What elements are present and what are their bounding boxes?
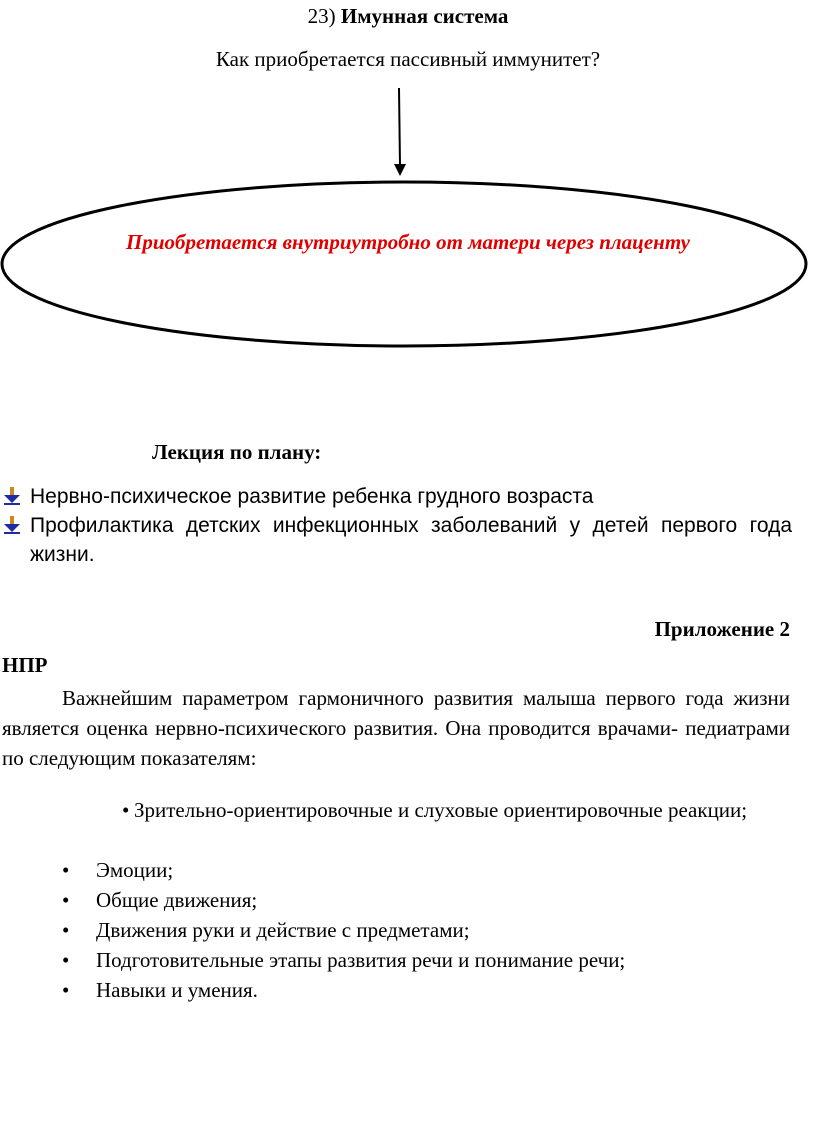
- indicator-text: Общие движения;: [96, 888, 258, 912]
- lecture-item: [2, 511, 792, 569]
- bullet-dot: •: [62, 978, 70, 1002]
- title-number: 23): [307, 4, 336, 28]
- appendix-label: Приложение 2: [654, 617, 790, 641]
- bullet-dot: •: [122, 798, 130, 822]
- lecture-heading: Лекция по плану:: [152, 440, 322, 464]
- lecture-item-text: Нервно-психическое развитие ребенка грудного возраста: [30, 485, 594, 508]
- lecture-item-text: Профилактика детских инфекционных заболеваний у детей первого года жизни.: [30, 514, 792, 566]
- lecture-item: [2, 482, 792, 511]
- bullet-dot: •: [62, 918, 70, 942]
- title-text: Имунная система: [340, 4, 509, 28]
- indicator-item: [62, 855, 173, 885]
- bullet-dot: •: [62, 948, 70, 972]
- question-text: Как приобретается пассивный иммунитет?: [215, 47, 601, 71]
- answer-ellipse: [0, 180, 816, 352]
- page-title: [0, 4, 816, 29]
- bullet-dot: •: [62, 888, 70, 912]
- arrow-bullet-icon: [2, 486, 22, 506]
- indicator-text: Зрительно-ориентировочные и слуховые ориентировочные реакции;: [134, 798, 748, 822]
- indicator-text: Навыки и умения.: [96, 978, 258, 1002]
- arrow-bullet-icon: [2, 515, 22, 535]
- indicator-item: [62, 975, 258, 1005]
- indicator-item: [2, 795, 790, 825]
- indicator-text: Движения руки и действие с предметами;: [96, 918, 470, 942]
- section-title: НПР: [2, 653, 48, 677]
- indicator-text: Подготовительные этапы развития речи и понимание речи;: [96, 948, 626, 972]
- answer-text: Приобретается внутриутробно от матери через плаценту: [126, 230, 690, 254]
- indicator-item: [62, 915, 470, 945]
- indicator-text: Эмоции;: [96, 858, 174, 882]
- intro-paragraph: Важнейшим параметром гармоничного развития малыша первого года жизни является оценка нервно-психического развития. Она проводится врачами- педиатрами по следующим показателям:: [2, 686, 790, 770]
- down-arrow-icon: [388, 86, 412, 178]
- bullet-dot: •: [62, 858, 70, 882]
- indicator-item: [62, 885, 257, 915]
- indicator-item: [62, 945, 625, 975]
